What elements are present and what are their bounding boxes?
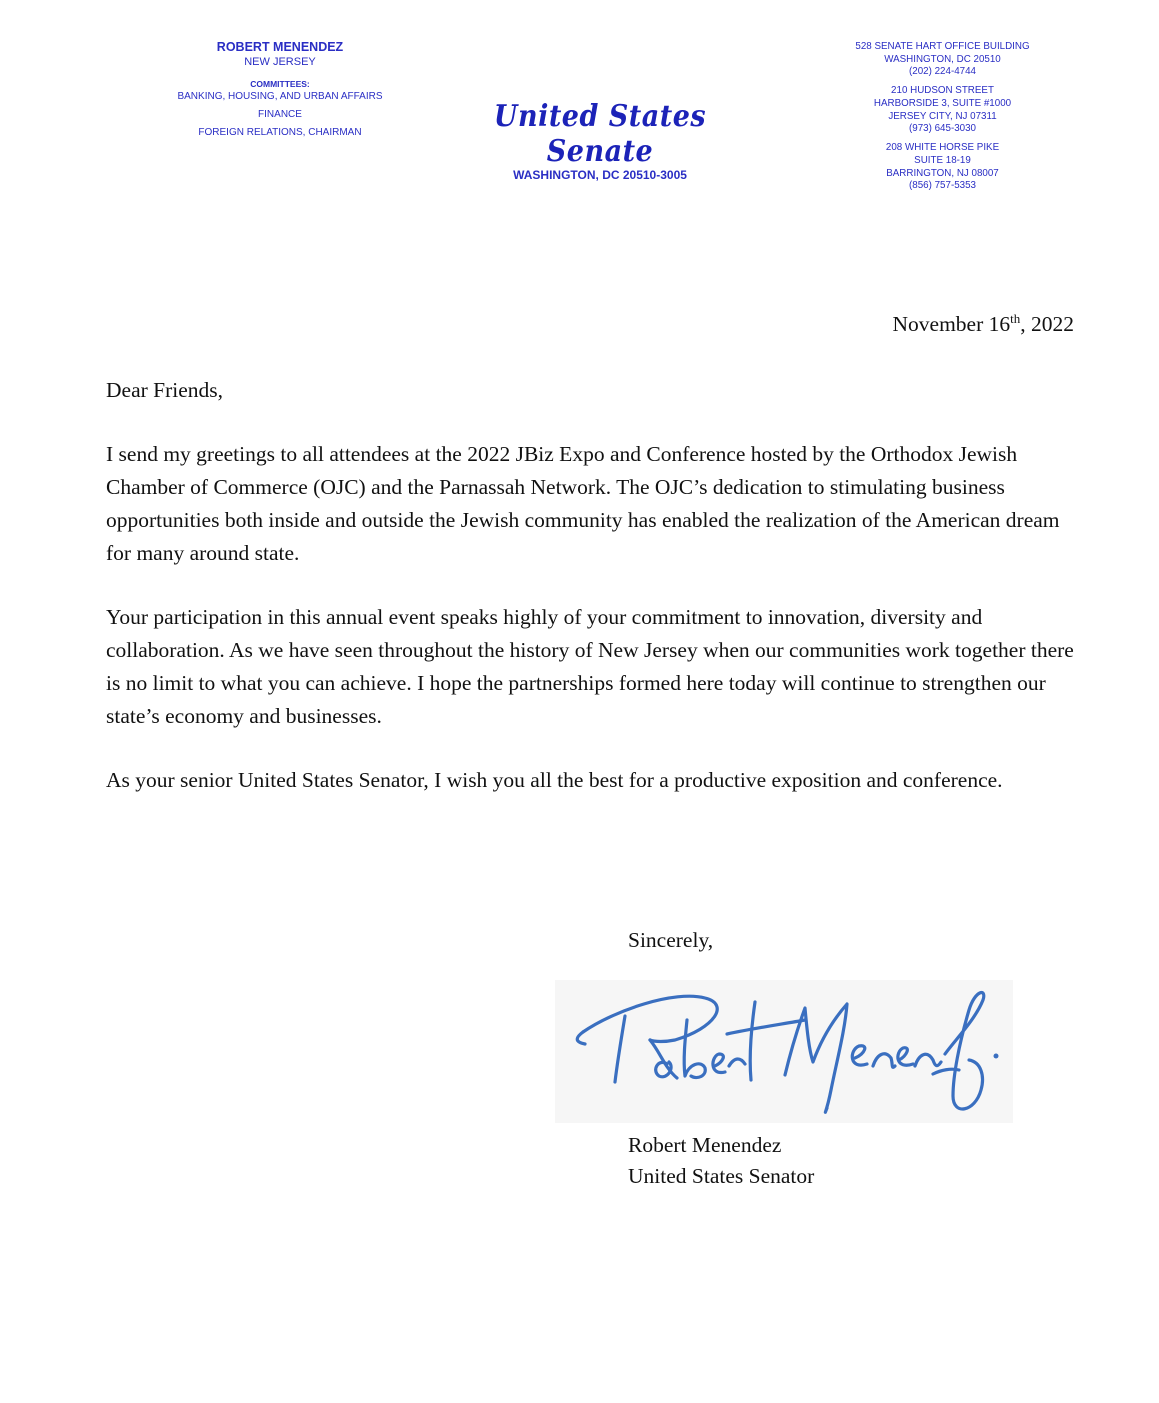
office-line: BARRINGTON, NJ 08007	[886, 167, 999, 179]
signature-image	[555, 980, 1013, 1123]
committee-item: FOREIGN RELATIONS, CHAIRMAN	[198, 127, 362, 139]
office-phone: (856) 757-5353	[909, 180, 976, 192]
body-paragraph: As your senior United States Senator, I wish you all the best for a productive exposition and conference.	[106, 768, 1003, 792]
office-address	[835, 85, 1050, 136]
office-address	[835, 142, 1050, 193]
letterhead-left	[175, 40, 385, 139]
office-phone: (973) 645-3030	[909, 123, 976, 135]
senator-name: ROBERT MENENDEZ	[216, 40, 344, 54]
date-month-day: November 16	[892, 312, 1011, 336]
salutation: Dear Friends,	[106, 378, 224, 402]
letter-date	[893, 308, 1075, 341]
senator-state: NEW JERSEY	[244, 56, 316, 68]
committees-heading: COMMITTEES:	[250, 79, 310, 90]
date-year: , 2022	[1020, 312, 1074, 336]
committee-item: FINANCE	[258, 109, 302, 121]
date-suffix: th	[1010, 310, 1021, 326]
signature-block	[628, 1130, 814, 1192]
office-phone: (202) 224-4744	[909, 66, 976, 78]
senate-title: United States Senate	[493, 99, 707, 169]
body-paragraph: I send my greetings to all attendees at the 2022 JBiz Expo and Conference hosted by the Orthodox Jewish Chamber of Commerce (OJC) and the Parnassah Network. The OJC’s dedication to stimulating business opportunities both inside and outside the Jewish community has enabled the realization of the American dream for many around state.	[106, 442, 1060, 565]
office-line: WASHINGTON, DC 20510	[884, 53, 1001, 65]
committee-item: BANKING, HOUSING, AND URBAN AFFAIRS	[177, 91, 383, 103]
senate-address: WASHINGTON, DC 20510-3005	[513, 168, 687, 182]
office-line: 210 HUDSON STREET	[891, 85, 994, 97]
closing: Sincerely,	[628, 928, 714, 952]
office-line: SUITE 18-19	[914, 154, 971, 166]
letterhead-center	[440, 99, 760, 182]
signature-icon	[555, 980, 1013, 1123]
office-line: HARBORSIDE 3, SUITE #1000	[873, 97, 1012, 109]
office-line: 528 SENATE HART OFFICE BUILDING	[855, 41, 1030, 52]
body-paragraph: Your participation in this annual event speaks highly of your commitment to innovation, diversity and collaboration. As we have seen throughout the history of New Jersey when our communities work together there is no limit to what you can achieve. I hope the partnerships formed here today will continue to strengthen our state’s economy and businesses.	[106, 605, 1074, 728]
letterhead-right	[835, 41, 1050, 193]
office-address	[835, 41, 1050, 79]
signer-title: United States Senator	[628, 1164, 815, 1188]
letter-body	[106, 374, 1081, 828]
office-line: 208 WHITE HORSE PIKE	[885, 142, 1000, 154]
signer-name: Robert Menendez	[628, 1133, 782, 1157]
office-line: JERSEY CITY, NJ 07311	[888, 110, 997, 122]
